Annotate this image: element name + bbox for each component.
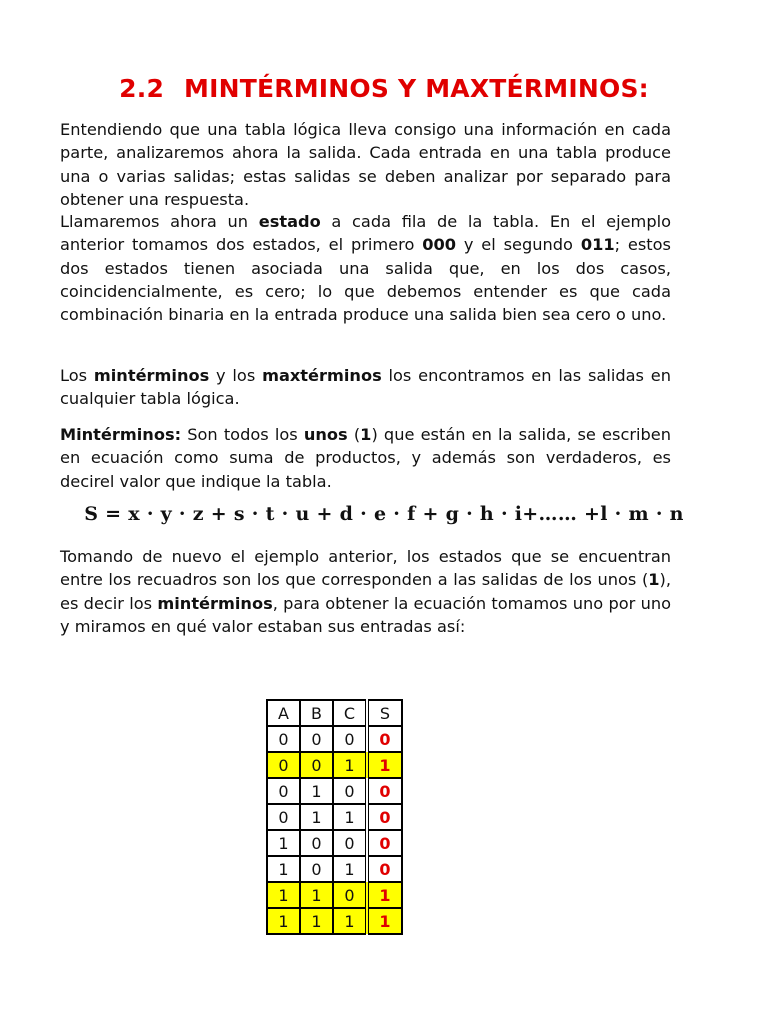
section-title-text: MINTÉRMINOS Y MAXTÉRMINOS: <box>184 74 649 103</box>
bold-term-minterminos-label: Mintérminos: <box>60 425 182 444</box>
cell-c: 0 <box>333 778 367 804</box>
cell-s: 0 <box>367 726 402 752</box>
cell-a: 0 <box>267 778 300 804</box>
truth-table <box>266 699 403 935</box>
text-run: ; estos dos estados tienen asociada una salida que, en los dos casos, coincidencialmente, es cero; lo que debemos entender es que cada combinación binaria en la entrada produce una salida bien sea cero o uno. <box>60 235 671 325</box>
cell-b: 0 <box>300 726 333 752</box>
text-run: ), es decir los <box>60 570 671 613</box>
text-run: , para obtener la ecuación tomamos uno por uno y miramos en qué valor estaban sus entradas así: <box>60 593 671 636</box>
cell-b: 0 <box>300 752 333 778</box>
cell-a: 1 <box>267 856 300 882</box>
text-run: los encontramos en las salidas en cualquier tabla lógica. <box>60 366 671 409</box>
bold-term-estado: estado <box>258 212 321 231</box>
header-cell-a: A <box>267 700 300 726</box>
bold-digit-one: 1 <box>648 570 660 590</box>
table-row <box>267 726 402 752</box>
truth-table-header <box>267 700 402 726</box>
cell-b: 1 <box>300 778 333 804</box>
text-run: Llamaremos ahora un <box>60 212 259 231</box>
cell-c: 1 <box>333 752 367 778</box>
text-run: ) que están en la salida, se escriben en ecuación como suma de productos, y además son verdaderos, es decirel valor que indique la tabla. <box>60 425 671 491</box>
section-title <box>0 74 768 103</box>
cell-s: 0 <box>367 856 402 882</box>
paragraph-intro: Entendiendo que una tabla lógica lleva consigo una información en cada parte, analizaremos ahora la salida. Cada entrada en una tabla produce una o varias salidas; estas salidas se deben analizar por separado para obtener una respuesta. <box>60 120 671 209</box>
cell-a: 1 <box>267 882 300 908</box>
bold-term-minterminos: mintérminos <box>157 593 273 613</box>
paragraph-min-max <box>60 364 671 411</box>
table-row <box>267 908 402 934</box>
cell-c: 0 <box>333 830 367 856</box>
bold-state-000: 000 <box>422 235 456 255</box>
cell-s: 0 <box>367 804 402 830</box>
cell-c: 0 <box>333 726 367 752</box>
header-cell-s: S <box>367 700 402 726</box>
cell-b: 0 <box>300 830 333 856</box>
bold-term-unos: unos <box>303 425 348 444</box>
cell-a: 0 <box>267 804 300 830</box>
text-run: y el segundo <box>456 235 581 255</box>
bold-term-minterminos: mintérminos <box>93 366 210 385</box>
text-run: Tomando de nuevo el ejemplo anterior, los estados que se encuentran entre los recuadros son los que corresponden a las salidas de los unos ( <box>60 547 671 590</box>
cell-s: 1 <box>367 908 402 934</box>
text-run: Son todos los <box>181 425 304 444</box>
cell-s: 1 <box>367 882 402 908</box>
text-run: a cada fila de la tabla. En el ejemplo anterior tomamos dos estados, el primero <box>60 212 671 255</box>
bold-term-maxterminos: maxtérminos <box>262 366 382 385</box>
cell-b: 1 <box>300 804 333 830</box>
cell-a: 0 <box>267 752 300 778</box>
header-cell-c: C <box>333 700 367 726</box>
bold-digit-one: 1 <box>360 425 372 444</box>
table-row <box>267 752 402 778</box>
cell-b: 0 <box>300 856 333 882</box>
text-run: Los <box>60 366 94 385</box>
cell-s: 0 <box>367 778 402 804</box>
header-cell-b: B <box>300 700 333 726</box>
paragraph-example <box>60 545 671 638</box>
table-row <box>267 804 402 830</box>
text-run: ( <box>347 425 361 444</box>
cell-a: 0 <box>267 726 300 752</box>
cell-a: 1 <box>267 830 300 856</box>
table-row <box>267 882 402 908</box>
cell-s: 1 <box>367 752 402 778</box>
table-row <box>267 778 402 804</box>
table-row <box>267 830 402 856</box>
text-run: y los <box>209 366 263 385</box>
table-row <box>267 856 402 882</box>
cell-c: 1 <box>333 804 367 830</box>
cell-c: 1 <box>333 856 367 882</box>
paragraph-estado <box>60 210 671 326</box>
cell-a: 1 <box>267 908 300 934</box>
sum-of-products-formula: S = x · y · z + s · t · u + d · e · f + g · h · i+…… +l · m · n <box>84 503 684 525</box>
bold-state-011: 011 <box>580 235 615 255</box>
cell-c: 1 <box>333 908 367 934</box>
cell-c: 0 <box>333 882 367 908</box>
section-number: 2.2 <box>119 74 165 103</box>
paragraph-minterminos-definition <box>60 423 671 493</box>
cell-s: 0 <box>367 830 402 856</box>
cell-b: 1 <box>300 908 333 934</box>
cell-b: 1 <box>300 882 333 908</box>
